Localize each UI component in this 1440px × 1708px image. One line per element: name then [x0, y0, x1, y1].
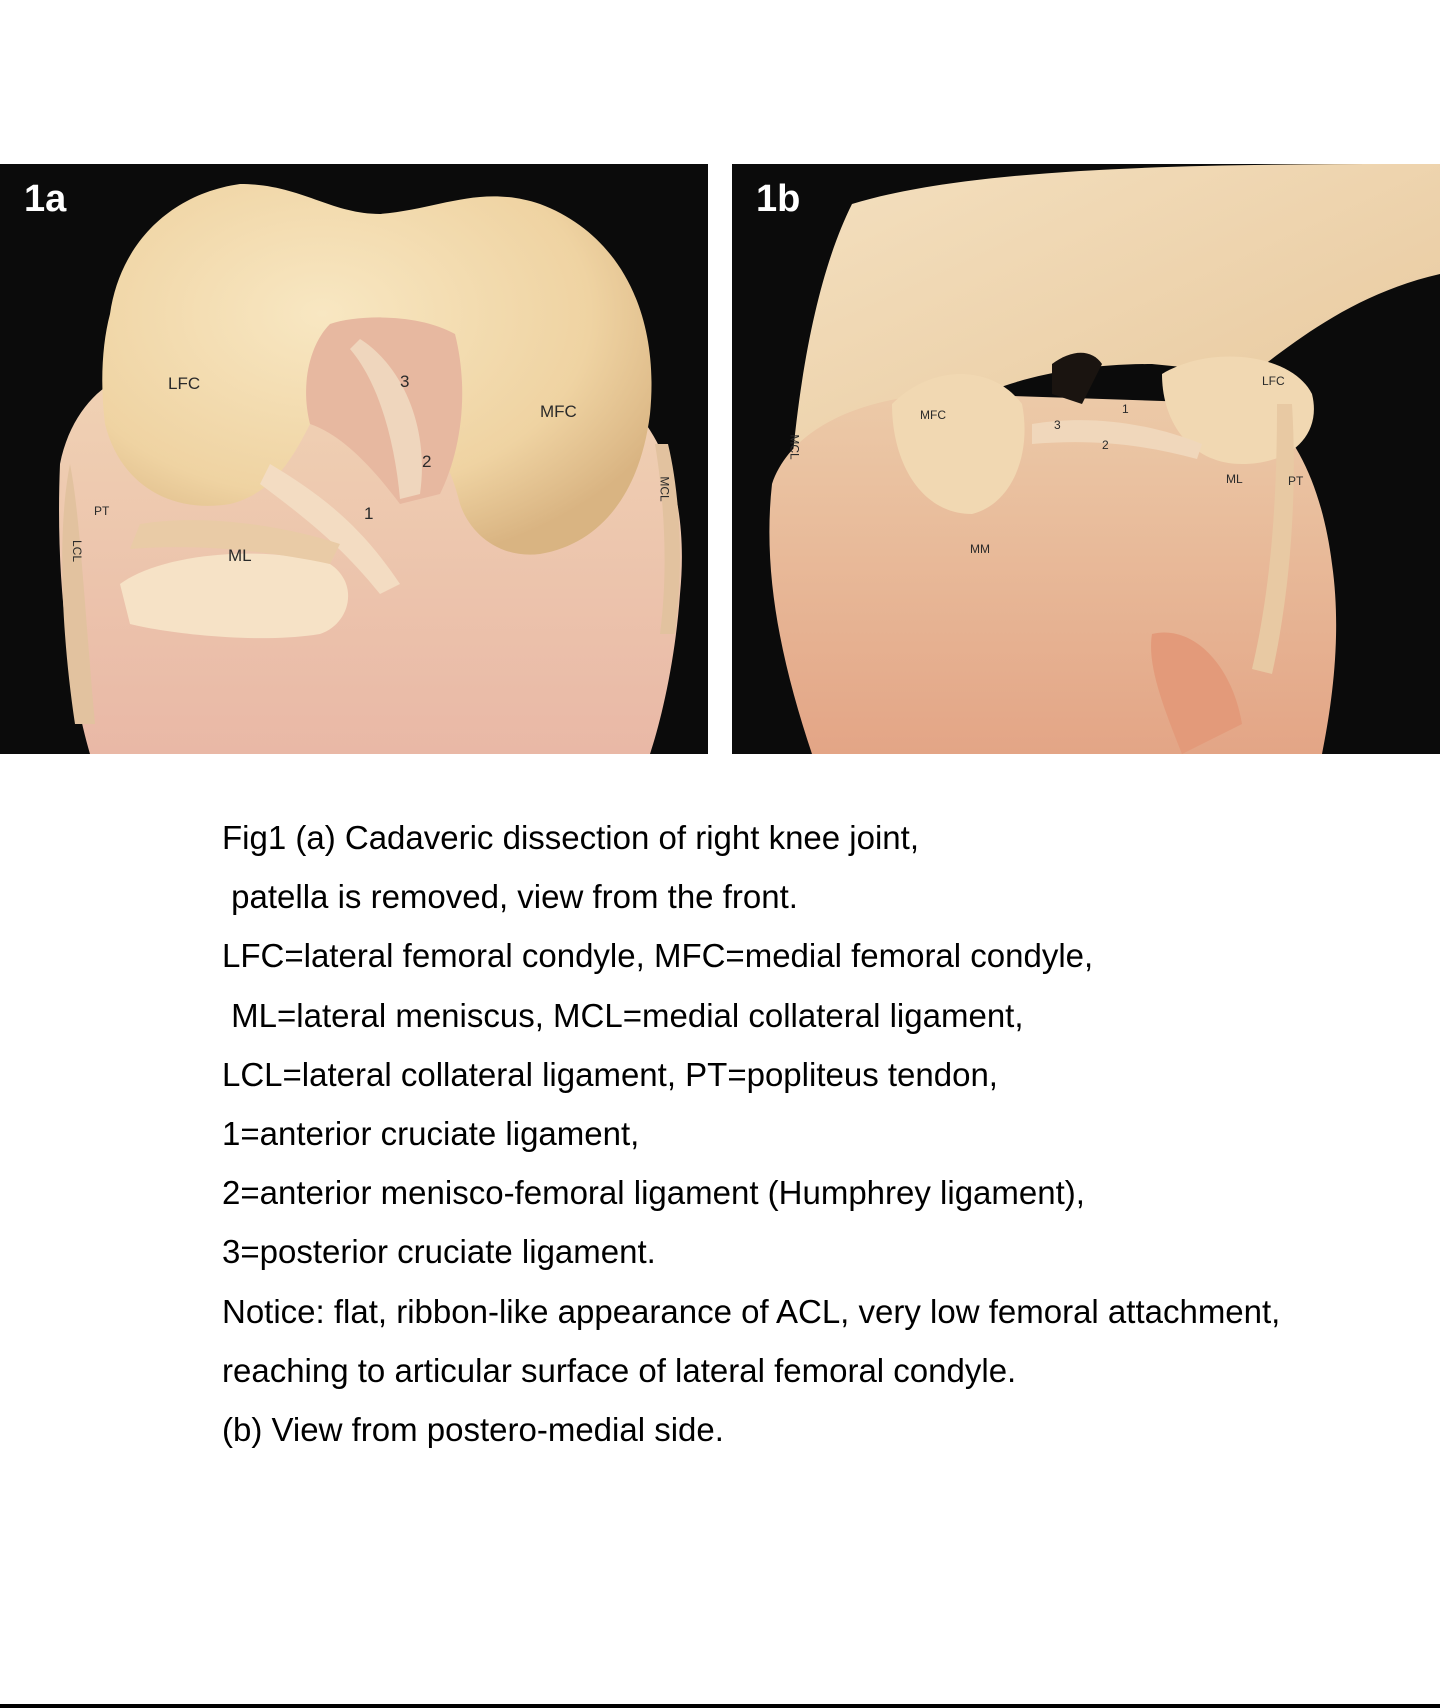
panel-tag: 1a	[24, 178, 67, 220]
panel-tag: 1b	[756, 178, 801, 220]
label-mm: MM	[970, 542, 990, 556]
photo-panel-1b	[732, 164, 1440, 754]
label-lfc: LFC	[1262, 374, 1285, 388]
label-ml: ML	[228, 546, 252, 565]
photo-panel-1a	[0, 164, 708, 754]
label-mfc: MFC	[920, 408, 946, 422]
knee-dissection-posteromedial-image	[732, 164, 1440, 754]
caption-line: Notice: flat, ribbon-like appearance of ACL, very low femoral attachment,	[222, 1292, 1281, 1330]
label-mcl: MCL	[657, 476, 672, 502]
label-lfc: LFC	[168, 374, 201, 393]
label-pt: PT	[94, 504, 110, 518]
caption-line: 3=posterior cruciate ligament.	[222, 1233, 656, 1271]
label-pt: PT	[1288, 474, 1304, 488]
label-1: 1	[364, 504, 374, 523]
label-lcl: LCL	[70, 539, 85, 563]
caption-line: LCL=lateral collateral ligament, PT=popliteus tendon,	[222, 1055, 998, 1093]
label-mcl: MCL	[787, 434, 802, 460]
caption-line: LFC=lateral femoral condyle, MFC=medial femoral condyle,	[222, 937, 1094, 975]
label-ml: ML	[1226, 472, 1243, 486]
caption-line: Fig1 (a) Cadaveric dissection of right knee joint,	[222, 819, 919, 856]
caption-line: 1=anterior cruciate ligament,	[222, 1115, 640, 1153]
caption-line: reaching to articular surface of lateral femoral condyle.	[222, 1351, 1017, 1389]
label-1: 1	[1122, 402, 1129, 416]
label-3: 3	[400, 372, 410, 391]
label-2: 2	[1102, 438, 1109, 452]
caption-line: patella is removed, view from the front.	[222, 878, 798, 916]
label-3: 3	[1054, 418, 1061, 432]
caption-line: (b) View from postero-medial side.	[222, 1411, 724, 1449]
label-2: 2	[422, 452, 432, 471]
label-mfc: MFC	[540, 402, 577, 421]
bottom-rule	[0, 1704, 1440, 1708]
caption-line: 2=anterior menisco-femoral ligament (Humphrey ligament),	[222, 1174, 1085, 1212]
caption-line: ML=lateral meniscus, MCL=medial collateral ligament,	[222, 996, 1024, 1034]
figure-caption	[222, 808, 1422, 1459]
knee-dissection-front-image	[0, 164, 708, 754]
